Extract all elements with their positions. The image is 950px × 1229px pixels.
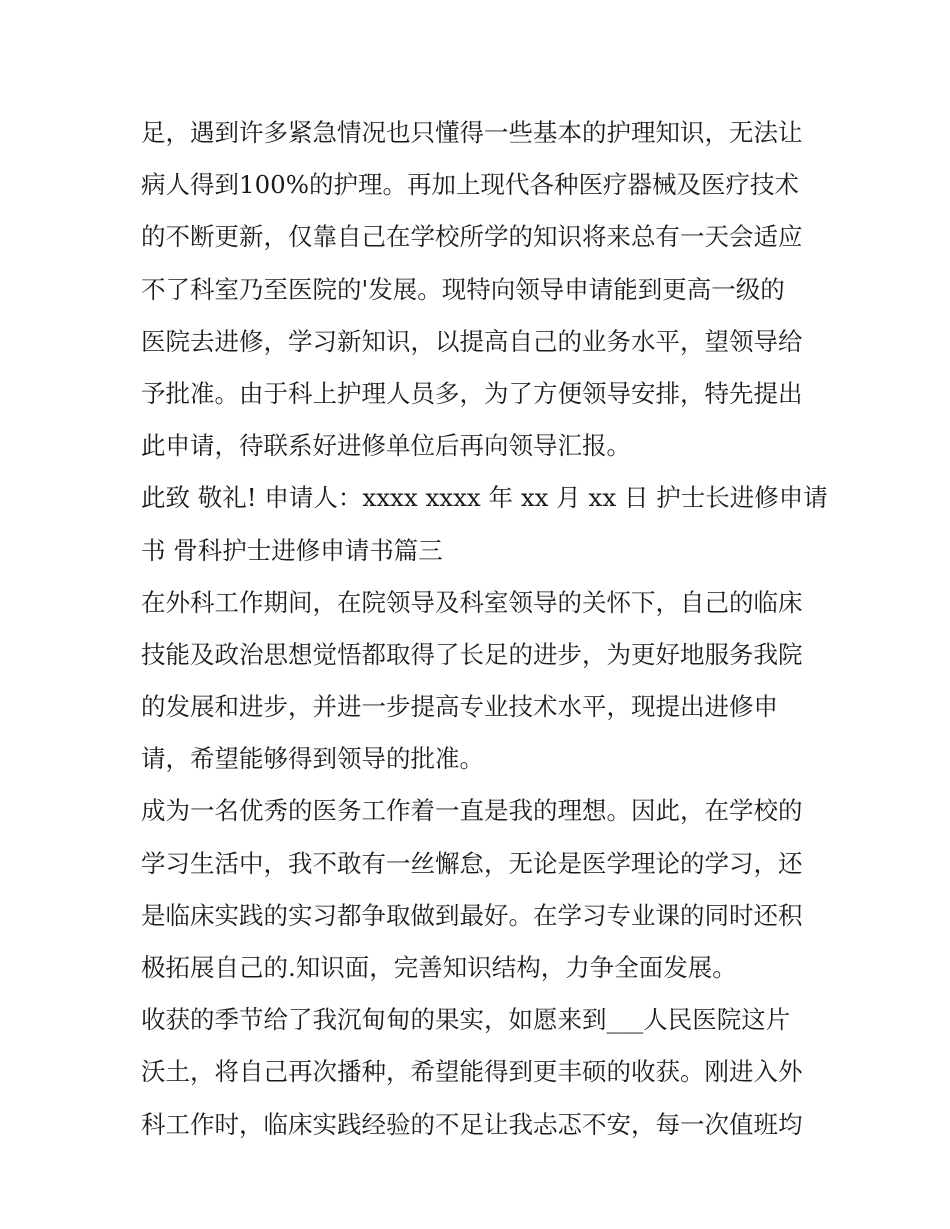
text-line: 是临床实践的实习都争取做到最好。在学习专业课的同时还积 xyxy=(141,900,803,930)
text-line: 沃土，将自己再次播种，希望能得到更丰硕的收获。刚进入外 xyxy=(141,1057,803,1087)
text-line: 科工作时，临床实践经验的不足让我忐忑不安，每一次值班均 xyxy=(141,1109,803,1139)
text-line: 足，遇到许多紧急情况也只懂得一些基本的护理知识，无法让 xyxy=(141,118,803,147)
document-body xyxy=(141,107,828,1151)
text-line: 的不断更新，仅靠自己在学校所学的知识将来总有一天会适应 xyxy=(141,222,803,252)
text-line: 病人得到100%的护理。再加上现代各种医疗器械及医疗技术 xyxy=(141,170,800,200)
text-line: 医院去进修，学习新知识，以提高自己的业务水平，望领导给 xyxy=(141,326,803,356)
text-line: 此致 敬礼! 申请人：xxxx xxxx 年 xx 月 xx 日 护士长进修申请 xyxy=(141,483,828,513)
text-line: 请，希望能够得到领导的批准。 xyxy=(141,744,484,774)
text-line: 学习生活中，我不敢有一丝懈怠，无论是医学理论的学习，还 xyxy=(141,848,803,878)
text-line: 书 骨科护士进修申请书篇三 xyxy=(141,535,443,565)
text-line: 不了科室乃至医院的'发展。现特向领导申请能到更高一级的 xyxy=(141,274,785,304)
text-line: 极拓展自己的.知识面，完善知识结构，力争全面发展。 xyxy=(141,953,737,982)
text-line: 收获的季节给了我沉甸甸的果实，如愿来到___人民医院这片 xyxy=(141,1005,791,1035)
text-line: 予批准。由于科上护理人员多，为了方便领导安排，特先提出 xyxy=(141,378,803,408)
text-line: 此申请，待联系好进修单位后再向领导汇报。 xyxy=(141,431,631,461)
text-line: 技能及政治思想觉悟都取得了长足的进步，为更好地服务我院 xyxy=(141,639,803,669)
text-line: 的发展和进步，并进一步提高专业技术水平，现提出进修申 xyxy=(141,692,778,722)
text-line: 成为一名优秀的医务工作着一直是我的理想。因此，在学校的 xyxy=(141,796,803,826)
text-line: 在外科工作期间，在院领导及科室领导的关怀下，自己的临床 xyxy=(141,587,803,617)
